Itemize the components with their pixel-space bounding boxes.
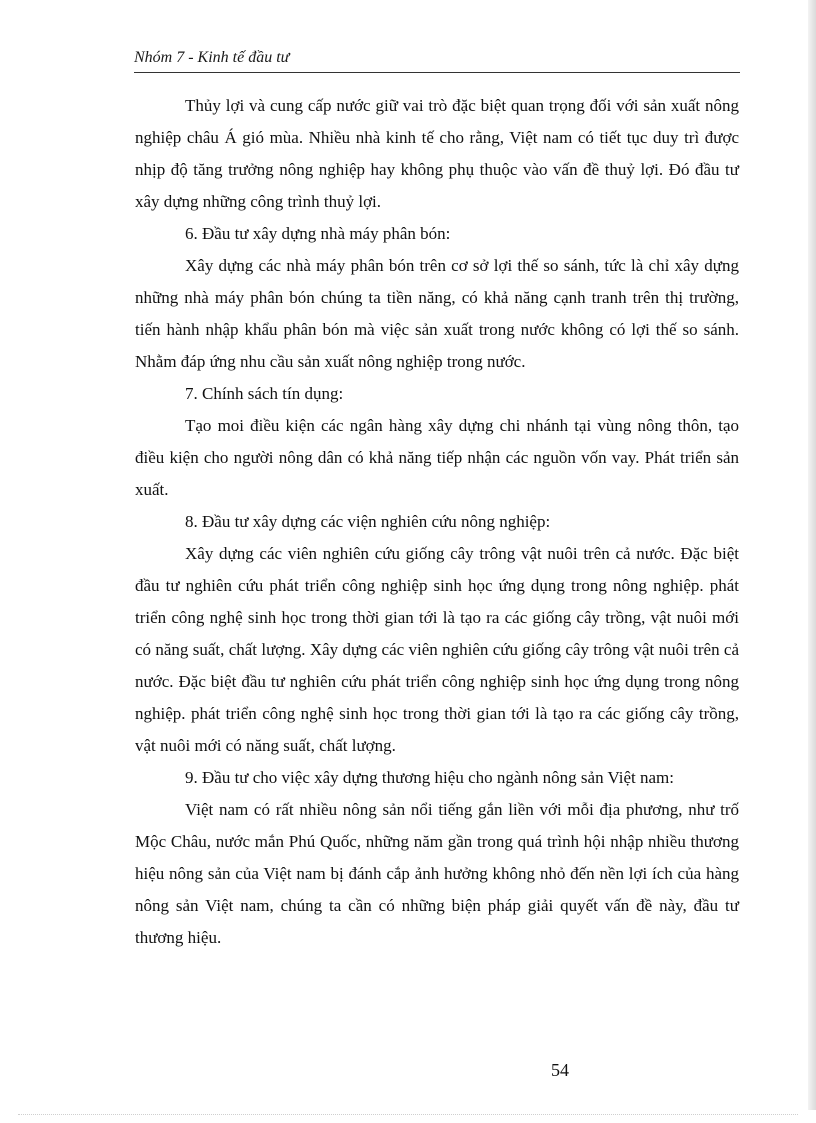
paragraph-branding: Việt nam có rất nhiều nông sản nổi tiếng gắn liền với mỗi địa phương, như trố Mộc Châu, nước mắn Phú Quốc, những năm gần trong quá trình hội nhập nhiều thương hiệu nông sản của Việt nam bị đánh cắp ảnh hưởng không nhỏ đến nền lợi ích của hàng nông sản Việt nam, chúng ta cần có những biện pháp giải quyết vấn đề này, đầu tư thương hiệu. <box>135 800 739 947</box>
paragraph-fertilizer-plants: Xây dựng các nhà máy phân bón trên cơ sở lợi thế so sánh, tức là chỉ xây dựng những nhà máy phân bón chúng ta tiền năng, có khả năng cạnh tranh trên thị trường, tiến hành nhập khẩu phân bón mà việc sản xuất trong nước không có lợi thế so sánh. Nhằm đáp ứng nhu cầu sản xuất nông nghiệp trong nước. <box>135 256 739 371</box>
page-number: 54 <box>551 1060 569 1080</box>
page-header <box>134 48 740 73</box>
paragraph-credit-policy: Tạo moi điều kiện các ngân hàng xây dựng chi nhánh tại vùng nông thôn, tạo điều kiện cho người nông dân có khả năng tiếp nhận các nguồn vốn vay. Phát triển sản xuất. <box>135 416 739 499</box>
heading-research-institutes: 8. Đầu tư xây dựng các viện nghiên cứu nông nghiệp: <box>185 512 551 531</box>
paragraph-research-institutes: Xây dựng các viên nghiên cứu giống cây trông vật nuôi trên cả nước. Đặc biệt đầu tư nghiên cứu phát triển công nghiệp sinh học ứng dụng trong nông nghiệp. phát triển công nghệ sinh học trong thời gian tới là tạo ra các giống cây trồng, vật nuôi mới có năng suất, chất lượng. Xây dựng các viên nghiên cứu giống cây trông vật nuôi trên cả nước. Đặc biệt đầu tư nghiên cứu phát triển công nghiệp sinh học ứng dụng trong nông nghiệp. phát triển công nghệ sinh học trong thời gian tới là tạo ra các giống cây trồng, vật nuôi mới có năng suất, chất lượng. <box>135 544 739 755</box>
document-body <box>135 90 739 954</box>
header-title: Nhóm 7 - Kinh tế đầu tư <box>134 49 290 66</box>
heading-credit-policy: 7. Chính sách tín dụng: <box>185 384 344 403</box>
heading-branding: 9. Đầu tư cho việc xây dựng thương hiệu cho ngành nông sản Việt nam: <box>185 768 675 787</box>
heading-fertilizer-plants: 6. Đầu tư xây dựng nhà máy phân bón: <box>185 224 451 243</box>
paragraph-irrigation: Thủy lợi và cung cấp nước giữ vai trò đặc biệt quan trọng đối với sản xuất nông nghiệp châu Á gió mùa. Nhiều nhà kinh tế cho rằng, Việt nam có tiết tục duy trì được nhịp độ tăng trưởng nông nghiệp hay không phụ thuộc vào vấn đề thuỷ lợi. Đó đầu tư xây dựng những công trình thuỷ lợi. <box>135 96 739 211</box>
